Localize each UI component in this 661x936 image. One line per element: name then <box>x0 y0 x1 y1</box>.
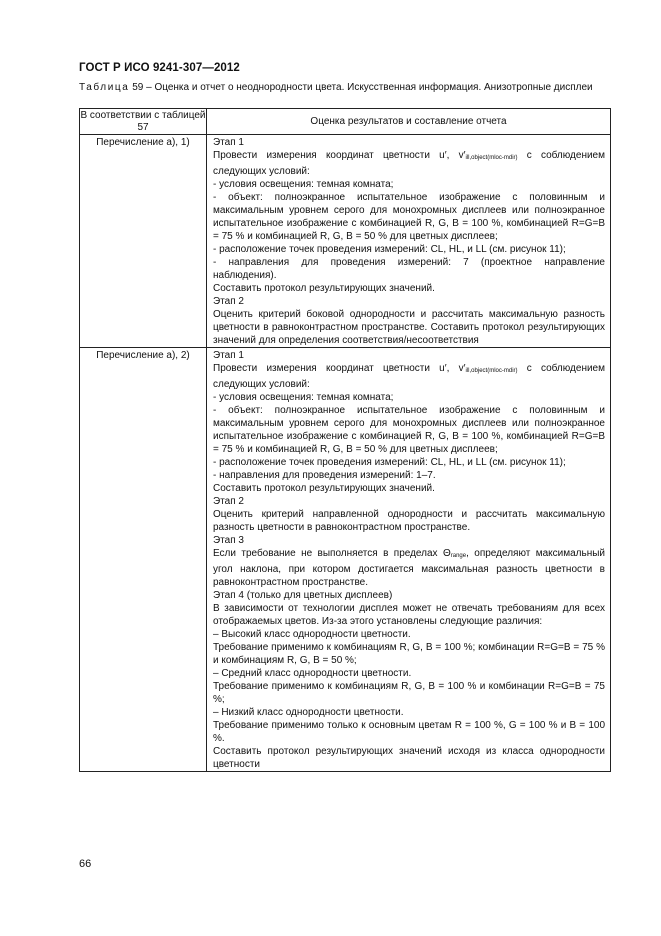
evaluation-table <box>79 108 611 772</box>
table-header-row <box>80 109 611 135</box>
text-line: В зависимости от технологии дисплея может не отвечать требованиям для всех отображаемых цветов. Из-за этого установлены следующие различия: <box>213 603 605 627</box>
stage-heading: Этап 3 <box>213 535 244 546</box>
text-line: - направления для проведения измерений: 1–7. <box>213 470 436 481</box>
text-line: Составить протокол результирующих значений исходя из класса однородности цветности <box>213 746 605 770</box>
text-line: Требование применимо только к основным цветам R = 100 %, G = 100 % и B = 100 %. <box>213 720 605 744</box>
row-content-cell <box>207 348 611 772</box>
text-line: Составить протокол результирующих значений. <box>213 483 435 494</box>
text-line: - расположение точек проведения измерений: CL, HL, и LL (см. рисунок 11); <box>213 244 566 255</box>
stage-heading: Этап 4 (только для цветных дисплеев) <box>213 590 393 601</box>
table-row <box>80 135 611 348</box>
text-line: Требование применимо к комбинациям R, G, B = 100 % и комбинации R=G=B = 75 %; <box>213 681 605 705</box>
stage-heading: Этап 1 <box>213 350 244 361</box>
table-caption <box>79 82 610 93</box>
row-reference-cell <box>80 135 207 348</box>
col2-header: Оценка результатов и составление отчета <box>207 109 611 135</box>
text-line: Оценить критерий боковой однородности и рассчитать максимальную разность цветности в равноконтрастном пространстве. Составить протокол результирующих значений для определения соответствия/несоответствия <box>213 309 605 346</box>
text-line: – Высокий класс однородности цветности. <box>213 629 411 640</box>
text-line: Оценить критерий направленной однородности и рассчитать максимальную разность цветности в равноконтрастном пространстве. <box>213 509 605 533</box>
text-line: - условия освещения: темная комната; <box>213 392 394 403</box>
text-line: Если требование не выполняется в пределах Θrange, определяют максимальный угол наклона, при котором достигается максимальная разность цветности в равноконтрастном пространстве. <box>213 548 605 588</box>
text-line: - расположение точек проведения измерений: CL, HL, и LL (см. рисунок 11); <box>213 457 566 468</box>
text-line: - объект: полноэкранное испытательное изображение с половинным и максимальным уровнем серого для монохромных дисплеев или полноэкранное испытательное изображение с комбинацией R, G, B = 100 %, комбинацией R=G=B = 75 % и комбинацией R, G, B = 50 % для цветных дисплеев; <box>213 405 605 455</box>
row-reference-cell <box>80 348 207 772</box>
page-number: 66 <box>79 858 92 870</box>
col1-header: В соответствии с таблицей 57 <box>80 110 206 133</box>
row-reference: Перечисление a), 1) <box>96 137 190 148</box>
stage-heading: Этап 1 <box>213 137 244 148</box>
stage-heading: Этап 2 <box>213 496 244 507</box>
text-line: – Средний класс однородности цветности. <box>213 668 412 679</box>
text-line: Провести измерения координат цветности u′, v′ill,object(mloc-mdir) с соблюдением следующих условий: <box>213 363 605 390</box>
text-line: Провести измерения координат цветности u′, v′ill,object(mloc-mdir) с соблюдением следующих условий: <box>213 150 605 177</box>
stage-heading: Этап 2 <box>213 296 244 307</box>
text-line: - объект: полноэкранное испытательное изображение с половинным и максимальным уровнем серого для монохромных дисплеев или полноэкранное испытательное изображение с комбинацией R, G, B = 100 %, комбинацией R=G=B = 75 % и комбинацией R, G, B = 50 % для цветных дисплеев; <box>213 192 605 242</box>
caption-text: 59 – Оценка и отчет о неоднородности цвета. Искусственная информация. Анизотропные дисплеи <box>129 82 593 93</box>
text-line: Требование применимо к комбинациям R, G, B = 100 %; комбинации R=G=B = 75 % и комбинациям R, G, B = 50 %; <box>213 642 605 666</box>
text-line: - направления для проведения измерений: 7 (проектное направление наблюдения). <box>213 257 605 281</box>
text-line: – Низкий класс однородности цветности. <box>213 707 404 718</box>
caption-label: Таблица <box>79 82 130 93</box>
row-content-cell <box>207 135 611 348</box>
table-row <box>80 348 611 772</box>
row-reference: Перечисление a), 2) <box>96 350 190 361</box>
text-line: - условия освещения: темная комната; <box>213 179 394 190</box>
document-header: ГОСТ Р ИСО 9241-307—2012 <box>79 62 240 74</box>
text-line: Составить протокол результирующих значений. <box>213 283 435 294</box>
